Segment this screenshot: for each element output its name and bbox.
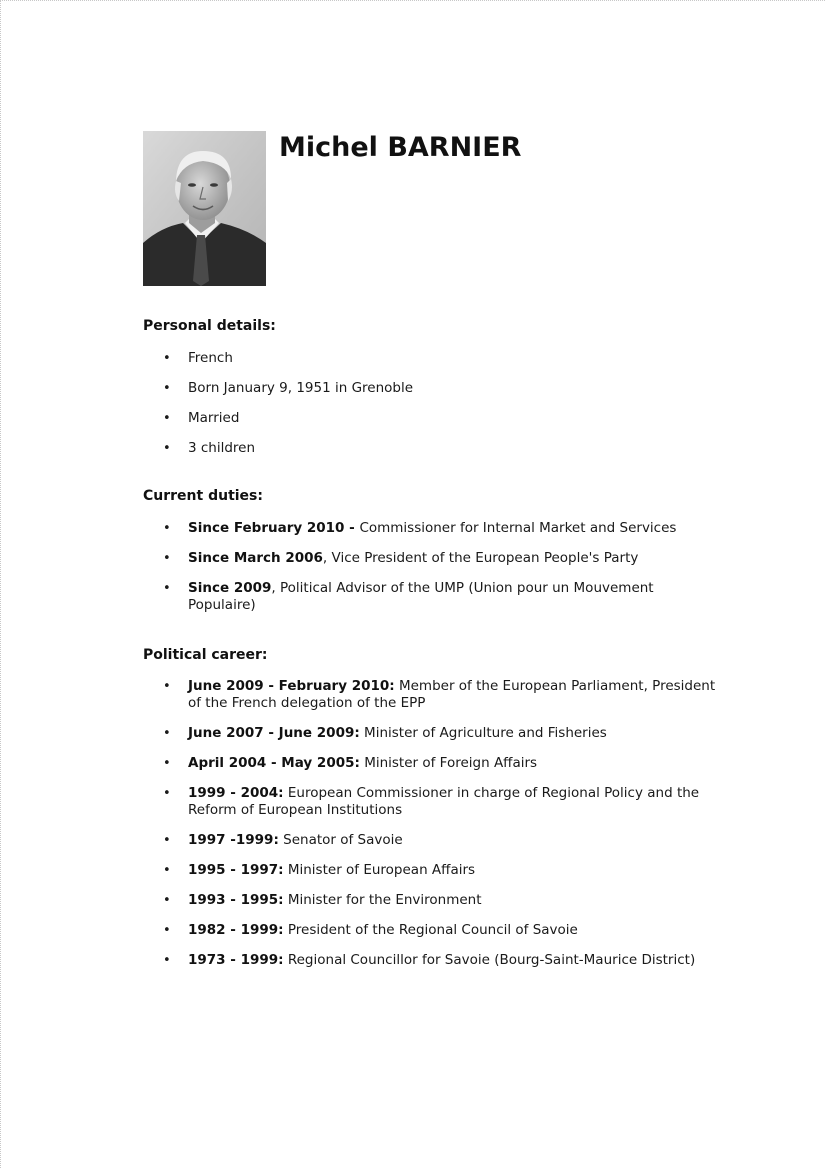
list-item-date: Since March 2006 — [188, 550, 323, 566]
list-item-text: European Commissioner in charge of Regional Policy and the Reform of European Institutions — [188, 785, 700, 818]
list-item — [143, 922, 723, 939]
list-item-text: 3 children — [188, 440, 256, 456]
list-item-date: 1995 - 1997: — [188, 862, 284, 878]
person-name: Michel BARNIER — [279, 132, 522, 163]
list-item-text: Minister of European Affairs — [283, 862, 476, 878]
portrait-image — [143, 131, 266, 286]
list-item-text: Regional Councillor for Savoie (Bourg-Saint-Maurice District) — [283, 952, 696, 968]
list-item-date: 1973 - 1999: — [188, 952, 284, 968]
political-career-list — [143, 678, 723, 969]
list-item-text: , Vice President of the European People's Party — [322, 550, 639, 566]
list-item — [143, 785, 723, 819]
list-item-text: Member of the European Parliament, President of the French delegation of the EPP — [188, 678, 716, 711]
list-item — [143, 550, 723, 567]
list-item — [143, 580, 723, 614]
list-item-date: 1982 - 1999: — [188, 922, 284, 938]
list-item-text: President of the Regional Council of Savoie — [283, 922, 578, 938]
list-item-date: Since 2009 — [188, 580, 272, 596]
list-item — [143, 832, 723, 849]
list-item-text: Minister for the Environment — [283, 892, 482, 908]
list-item-text: Married — [188, 410, 240, 426]
list-item — [143, 678, 723, 712]
list-item-date: June 2009 - February 2010: — [188, 678, 395, 694]
list-item-date: June 2007 - June 2009: — [188, 725, 360, 741]
list-item — [143, 862, 723, 879]
list-item — [143, 520, 723, 537]
list-item-text: French — [188, 350, 233, 366]
current-duties-list — [143, 520, 723, 614]
list-item-text: Born January 9, 1951 in Grenoble — [188, 380, 414, 396]
list-item — [143, 892, 723, 909]
list-item — [143, 755, 723, 772]
list-item — [143, 725, 723, 742]
list-item-text: Senator of Savoie — [278, 832, 403, 848]
personal-details-list — [143, 350, 723, 457]
list-item-date: April 2004 - May 2005: — [188, 755, 360, 771]
current-duties-heading: Current duties: — [143, 488, 263, 504]
list-item-date: 1999 - 2004: — [188, 785, 284, 801]
list-item-text: , Political Advisor of the UMP (Union pour un Mouvement Populaire) — [188, 580, 654, 613]
list-item-date: 1997 -1999: — [188, 832, 279, 848]
list-item — [143, 952, 723, 969]
portrait-photo — [143, 131, 266, 286]
political-career-heading: Political career: — [143, 647, 268, 663]
personal-details-heading: Personal details: — [143, 318, 276, 334]
list-item-date: 1993 - 1995: — [188, 892, 284, 908]
list-item-text: Minister of Foreign Affairs — [359, 755, 538, 771]
list-item — [143, 440, 723, 457]
list-item-date: Since February 2010 - — [188, 520, 360, 536]
list-item — [143, 380, 723, 397]
list-item-text: Commissioner for Internal Market and Services — [359, 520, 677, 536]
list-item-text: Minister of Agriculture and Fisheries — [359, 725, 607, 741]
list-item — [143, 410, 723, 427]
list-item — [143, 350, 723, 367]
